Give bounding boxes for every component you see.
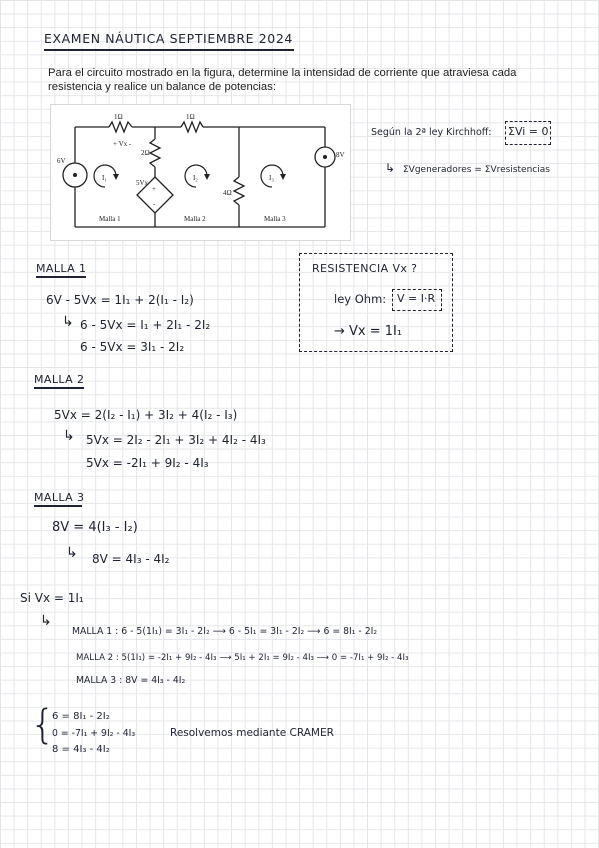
system-eq1: 6 = 8I₁ - 2I₂ (52, 711, 110, 722)
label-i3: I₃ (269, 174, 274, 182)
hook-arrow-icon: ↳ (63, 428, 75, 444)
hook-arrow-icon: ↳ (40, 613, 52, 629)
malla3-underline (34, 505, 82, 507)
system-eq3: 8 = 4I₃ - 4I₂ (52, 744, 110, 755)
label-dep-minus: - (153, 200, 156, 208)
malla1-heading: MALLA 1 (36, 262, 87, 275)
title-underline (44, 49, 294, 51)
label-malla3: Malla 3 (264, 215, 286, 223)
hook-arrow-icon: ↳ (66, 545, 78, 561)
kirchhoff-sum: ΣVgeneradores = ΣVresistencias (403, 165, 550, 175)
malla2-eq3: 5Vx = -2I₁ + 9I₂ - 4I₃ (86, 456, 209, 470)
sub-malla2: MALLA 2 : 5(1I₁) = -2I₁ + 9I₂ - 4I₃ ⟶ 5I₁ + 2I₁ = 9I₂ - 4I₃ ⟶ 0 = -7I₁ + 9I₂ - 4I₃ (76, 653, 409, 663)
malla1-eq2: 6 - 5Vx = I₁ + 2I₁ - 2I₂ (80, 318, 211, 332)
label-r-top: 1Ω (186, 113, 195, 121)
vx-heading: RESISTENCIA Vx ? (312, 262, 418, 275)
sub-malla1: MALLA 1 : 6 - 5(1I₁) = 3I₁ - 2I₂ ⟶ 6 - 5I₁ = 3I₁ - 2I₂ ⟶ 6 = 8I₁ - 2I₂ (72, 626, 378, 637)
label-r2: 2Ω (141, 149, 150, 157)
system-brace: { (30, 702, 56, 748)
malla1-eq3: 6 - 5Vx = 3I₁ - 2I₂ (80, 340, 185, 354)
cramer-note: Resolvemos mediante CRAMER (170, 727, 334, 739)
malla2-heading: MALLA 2 (34, 373, 85, 386)
sub-malla3: MALLA 3 : 8V = 4I₃ - 4I₂ (76, 675, 186, 686)
circuit-figure (50, 104, 351, 241)
hook-arrow-icon: ↳ (385, 161, 396, 175)
malla1-eq1: 6V - 5Vx = 1I₁ + 2(I₁ - I₂) (46, 293, 194, 307)
label-malla1: Malla 1 (99, 215, 121, 223)
label-malla2: Malla 2 (184, 215, 206, 223)
label-r4: 4Ω (223, 189, 232, 197)
label-r1: 1Ω (114, 113, 123, 121)
malla3-eq1: 8V = 4(I₃ - I₂) (52, 520, 138, 535)
problem-statement: Para el circuito mostrado en la figura, determine la intensidad de corriente que atraviesa cada resistencia y realice un balance de potencias: (48, 67, 517, 93)
malla2-underline (34, 387, 84, 389)
hook-arrow-icon: ↳ (62, 314, 74, 330)
label-src-right: 8V (336, 151, 345, 159)
malla3-eq2: 8V = 4I₃ - 4I₂ (92, 552, 170, 566)
kirchhoff-label: Según la 2ª ley Kirchhoff: (371, 127, 492, 138)
vx-result: → Vx = 1I₁ (334, 324, 403, 339)
malla2-eq1: 5Vx = 2(I₂ - I₁) + 3I₂ + 4(I₂ - I₃) (54, 408, 238, 422)
malla3-heading: MALLA 3 (34, 491, 85, 504)
label-dep-src: 5Vx (136, 179, 149, 187)
substitution-premise: Si Vx = 1I₁ (20, 591, 84, 605)
ohm-law: V = I·R (397, 292, 436, 305)
circuit-diagram (51, 105, 350, 240)
label-dep-plus: + (152, 185, 156, 193)
label-vx: + Vx - (113, 140, 132, 148)
kirchhoff-law: ΣVi = 0 (508, 125, 549, 138)
label-src-left: 6V (57, 157, 66, 165)
ohm-label: ley Ohm: (334, 292, 387, 306)
malla2-eq2: 5Vx = 2I₂ - 2I₁ + 3I₂ + 4I₂ - 4I₃ (86, 433, 266, 447)
page-title: EXAMEN NÁUTICA SEPTIEMBRE 2024 (44, 31, 293, 46)
label-i1: I₁ (102, 174, 107, 182)
system-eq2: 0 = -7I₁ + 9I₂ - 4I₃ (52, 728, 136, 739)
label-i2: I₂ (193, 174, 198, 182)
malla1-underline (36, 276, 86, 278)
